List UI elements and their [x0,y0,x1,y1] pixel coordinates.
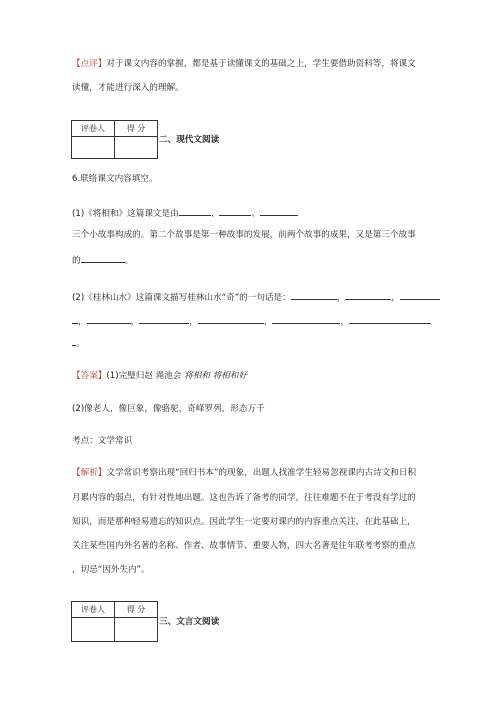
answer-text-1: (1)完璧归赵 渑池会 [106,371,185,381]
analysis-line-4: 关注某些国内外名著的名称、作者、故事情节、重要人物，四大名著是往年联考考察的重点 [72,541,416,551]
question-6-part-2-end: 。 [76,339,85,349]
question-6-part-2-line-2 [72,314,431,329]
analysis-line-5: ，切忌“因外失内”。 [72,565,150,575]
score-table-1-score-cell[interactable] [115,137,158,159]
answer-tag: 【答案】 [72,371,107,381]
question-6-part-2-prefix: (2)《桂林山水》这篇课文描写桂林山水“奇”的一句话是： [72,293,291,303]
section-title-modern-reading: 二、现代文阅读 [159,135,220,145]
analysis-line-3: 知识，而是那种轻易遗忘的知识点。因此学生一定要对课内的内容重点关注，在此基础上， [72,517,416,527]
analysis-tag: 【解析】 [72,468,107,478]
question-6-part-1-line-2: 三个小故事构成的。第二个故事是第一种故事的发展，前两个故事的成果，又是第三个故事 [72,230,416,240]
blank-7[interactable] [400,290,440,300]
blank-13[interactable] [349,314,431,324]
score-table-2-header-score: 得 分 [115,602,158,618]
question-6-line-3-prefix: 的 [72,256,81,266]
question-6-part-1-prefix: (1)《将相和》这篇课文是由 [72,209,179,219]
blank-2[interactable] [219,206,251,216]
analysis-line-1 [72,467,416,480]
question-6-sep-2: 、 [251,209,260,219]
question-6-sep-1: 、 [210,209,220,219]
blank-10[interactable] [139,314,189,324]
comment-line-2: 读懂，才能进行深入的理解。 [72,83,184,93]
score-table-2-score-cell[interactable] [115,618,158,642]
kaodian: 考点：文学常识 [72,436,133,446]
blank-3[interactable] [260,206,298,216]
analysis-text-1: 文学常识考察出现“回归书本”的现象，出题人找准学生轻易忽视课内古诗文和日积 [106,468,417,478]
question-6-heading: 6.联络课文内容填空。 [72,174,158,184]
answer-line-2: (2)像老人，像巨象，像骆驼，奇峰罗列，形态万千 [72,404,265,414]
question-6-part-2-sep-5: ， [189,317,198,327]
question-6-part-2-sep-4: ， [130,317,140,327]
blank-9[interactable] [87,314,131,324]
comment-tag: 【点评】 [72,59,107,69]
score-table-1-grader-cell[interactable] [72,137,115,159]
score-table-1-header-grader: 评卷人 [72,121,115,137]
blank-11[interactable] [198,314,264,324]
section-title-classical-reading: 三、文言文阅读 [159,617,220,627]
blank-1[interactable] [179,206,211,216]
score-table-1 [71,120,158,159]
blank-4[interactable] [81,253,125,263]
question-6-part-2-sep-7: ， [340,317,350,327]
question-6-line-3-suffix: 。 [124,256,134,266]
question-6-part-2-sep-1: ， [336,293,346,303]
question-6-part-1 [72,206,298,221]
blank-12[interactable] [272,314,340,324]
comment-text-1: 对于课文内容的掌握，都是基于读懂课文的基础之上，学生要借助资料等，将课文 [106,59,416,69]
score-table-2 [71,601,158,642]
question-6-part-1-line-3 [72,253,133,268]
comment-line-1 [72,58,416,71]
question-6-part-2-sep-2: ， [391,293,400,303]
score-table-2-grader-cell[interactable] [72,618,115,642]
score-table-1-header-score: 得 分 [115,121,158,137]
analysis-line-2: 月累内容的弱点，有针对性地出题。这也告诉了备考的同学，往往难题不在于考没有学过的 [72,493,416,503]
blank-6[interactable] [345,290,391,300]
question-6-part-2-sep-3: ， [78,317,87,327]
question-6-part-2-line-3 [72,336,85,351]
blank-5[interactable] [291,290,337,300]
answer-line-1 [72,370,247,383]
question-6-part-2-sep-6: ， [263,317,273,327]
answer-text-1-italic: 将相和 将相和好 [184,371,248,381]
question-6-part-2 [72,290,440,305]
score-table-2-header-grader: 评卷人 [72,602,115,618]
